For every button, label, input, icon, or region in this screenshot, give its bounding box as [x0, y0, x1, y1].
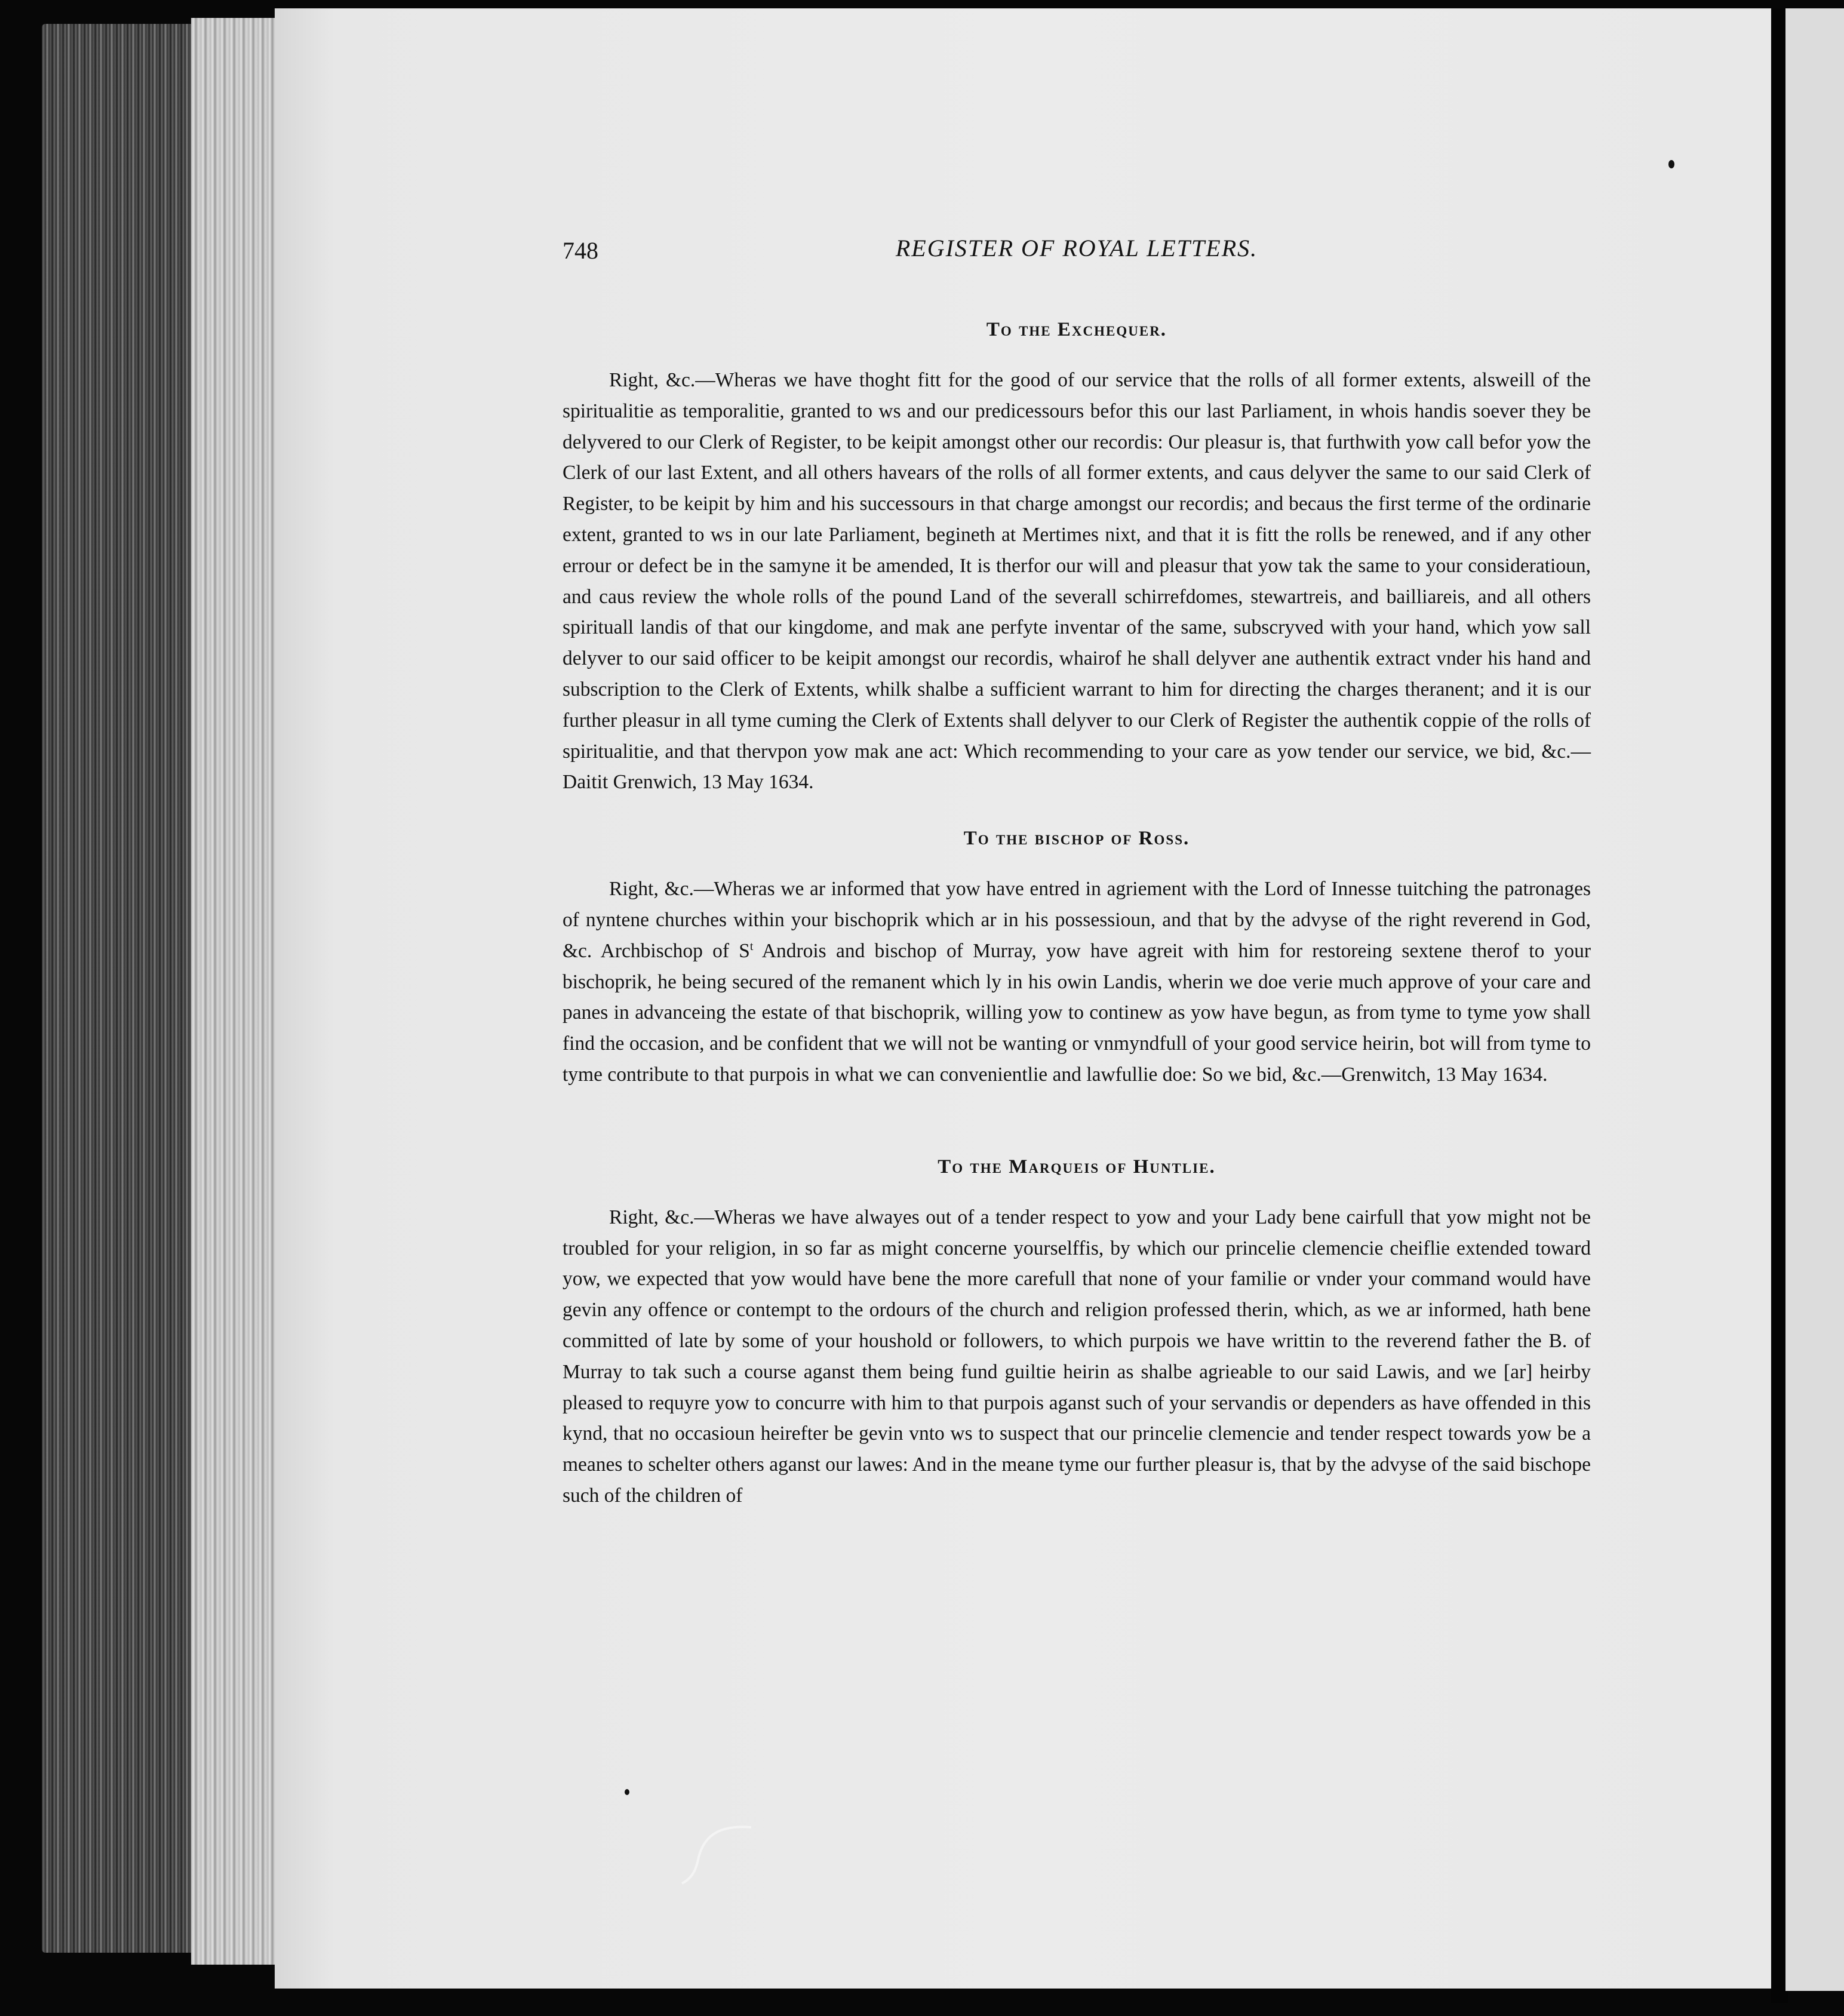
running-title: REGISTER OF ROYAL LETTERS.	[895, 235, 1258, 262]
letter-body	[563, 874, 1591, 1090]
ink-speck	[625, 1789, 629, 1795]
letter-body: Right, &c.—Wheras we have thoght fitt for the good of our service that the rolls of all former extents, alsweill of the spiritualitie as temporalitie, granted to ws and our predicessours befor this our last Parliament, in whois handis soever they be delyvered to our Clerk of Register, to be keipit amongst other our recordis: Our pleasur is, that furthwith yow call befor yow the Clerk of our last Extent, and all others havears of the rolls of all former extents, and caus delyver the same to our said Clerk of Register, to be keipit by him and his successours in that charge amongst our recordis; and becaus the first terme of the ordinarie extent, granted to ws in our late Parliament, begineth at Mertimes nixt, and that it is fitt the rolls be renewed, and if any other errour or defect be in the samyne it be amended, It is therfor our will and pleasur that yow tak the same to your consideratioun, and caus review the whole rolls of the pound Land of the severall schirrefdomes, stewartreis, and bailliareis, and all others spirituall landis of that our kingdome, and mak ane perfyte inventar of the same, subscryved with your hand, which yow sall delyver to our said officer to be keipit amongst our recordis, whairof he shall delyver ane authentik extract vnder his hand and subscription to the Clerk of Extents, whilk shalbe a sufficient warrant to him for directing the charges theranent; and it is our further pleasur in all tyme cuming the Clerk of Extents shall delyver to our Clerk of Register the authentik coppie of the rolls of spiritualitie, and that thervpon yow mak ane act: Which recommending to your care as yow tender our service, we bid, &c.—Daitit Grenwich, 13 May 1634.	[563, 369, 1591, 794]
scratch-mark	[681, 1821, 752, 1887]
text-column	[563, 226, 1591, 1511]
section-heading: To the Exchequer.	[986, 319, 1167, 340]
next-page-sliver	[1785, 8, 1844, 1991]
ink-speck	[1668, 160, 1674, 168]
book-page-edges-light	[191, 18, 281, 1965]
superscript: t	[749, 939, 754, 953]
letter-body-text: Androis and bischop of Murray, yow have agreit with him for restoreing sextene therof to your bischoprik, he being secured of the remanent which ly in his owin Landis, wherin we doe verie much approve of your care and panes in advanceing the estate of that bischoprik, willing yow to continew as yow have begun, as from tyme to tyme yow shall find the occasion, and be confident that we will not be wanting or vnmyndfull of your good service heirin, bot will from tyme to tyme contribute to that purpois in what we can convenientlie and lawfullie doe: So we bid, &c.—Grenwitch, 13 May 1634.	[563, 939, 1591, 1086]
page-number: 748	[563, 237, 598, 264]
section-heading: To the bischop of Ross.	[963, 828, 1190, 850]
section-heading: To the Marqueis of Huntlie.	[938, 1155, 1216, 1178]
letter-body-text: Right, &c.—Wheras we ar informed that yow have entred in agriement with the Lord of Innesse tuitching the patronages of nyntene churches within your bischoprik which ar in his possessioun, and that by the advyse of the right reverend in God, &c. Archbischop of S	[563, 878, 1591, 962]
running-head	[563, 226, 1591, 279]
letter-body: Right, &c.—Wheras we have alwayes out of a tender respect to yow and your Lady bene cairfull that yow might not be troubled for your religion, in so far as might concerne yourselffis, by which our princelie clemencie cheiflie extended toward yow, we expected that yow would have bene the more carefull that none of your familie or vnder your command would have gevin any offence or contempt to the ordours of the church and religion professed therin, which, as we ar informed, hath bene committed of late by some of your houshold or followers, to which purpois we have writtin to the reverend father the B. of Murray to tak such a course aganst them being fund guiltie heirin as shalbe agrieable to our said Lawis, and we [ar] heirby pleased to requyre yow to concurre with him to that purpois aganst such of your servandis or dependers as have offended in this kynd, that no occasioun heirefter be gevin vnto ws to suspect that our princelie clemencie and tender respect towards yow be a meanes to schelter others aganst our lawes: And in the meane tyme our further pleasur is, that by the advyse of the said bischope such of the children of	[563, 1206, 1591, 1507]
